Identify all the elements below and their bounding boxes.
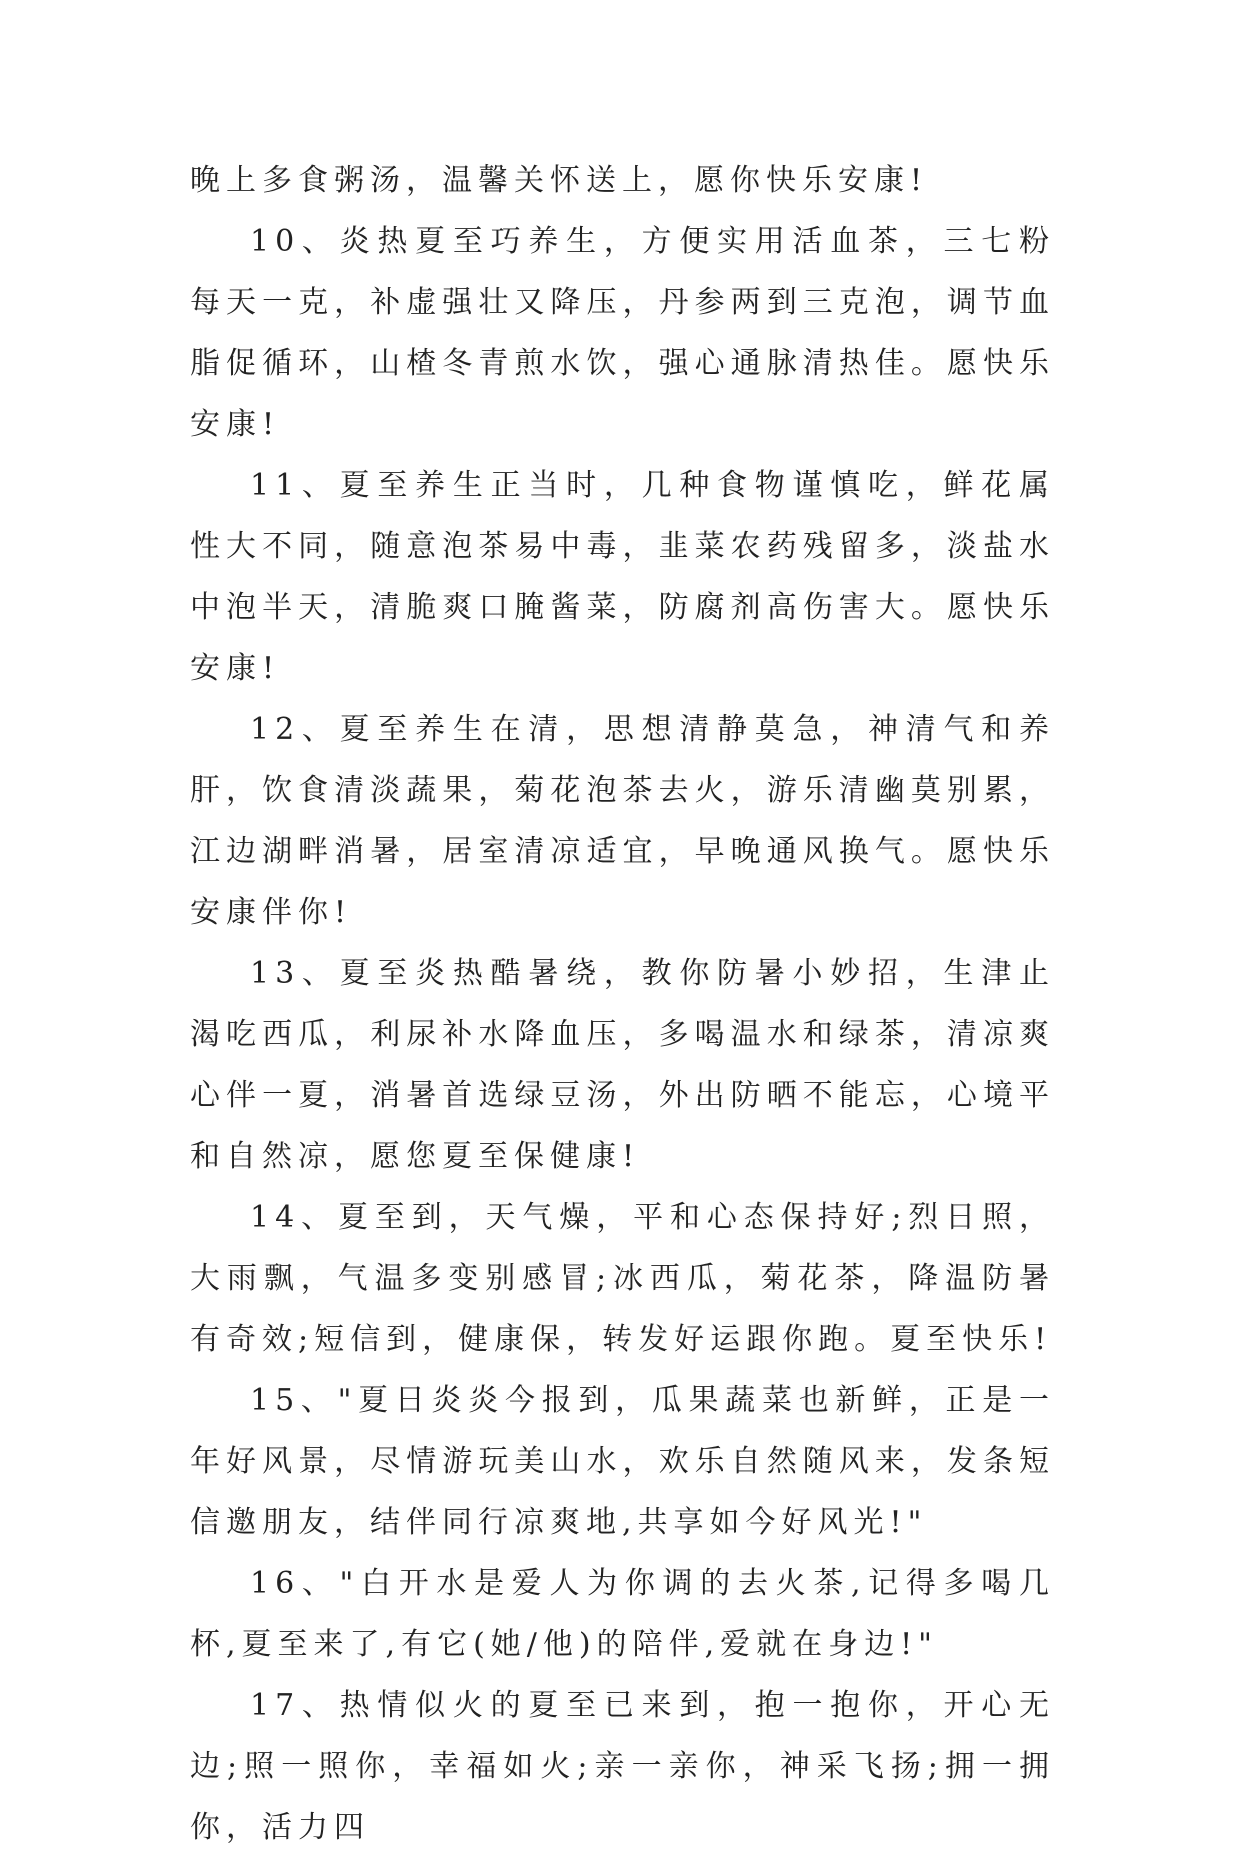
paragraph-12: 12、夏至养生在清，思想清静莫急，神清气和养肝，饮食清淡蔬果，菊花泡茶去火，游乐清幽莫别累，江边湖畔消暑，居室清凉适宜，早晚通风换气。愿快乐安康伴你! [190, 712, 1055, 930]
paragraph-continuation: 晚上多食粥汤，温馨关怀送上，愿你快乐安康! [190, 163, 929, 198]
paragraph-14: 14、夏至到，天气燥，平和心态保持好;烈日照，大雨飘，气温多变别感冒;冰西瓜，菊花茶，降温防暑有奇效;短信到，健康保，转发好运跟你跑。夏至快乐! [190, 1200, 1055, 1357]
paragraph-10: 10、炎热夏至巧养生，方便实用活血茶，三七粉每天一克，补虚强壮又降压，丹参两到三克泡，调节血脂促循环，山楂冬青煎水饮，强心通脉清热佳。愿快乐安康! [190, 224, 1055, 442]
paragraph-16: 16、"白开水是爱人为你调的去火茶,记得多喝几杯,夏至来了,有它(她/他)的陪伴,爱就在身边!" [190, 1566, 1055, 1662]
document-page [190, 150, 1055, 1858]
paragraph-15: 15、"夏日炎炎今报到，瓜果蔬菜也新鲜，正是一年好风景，尽情游玩美山水，欢乐自然随风来，发条短信邀朋友，结伴同行凉爽地,共享如今好风光!" [190, 1383, 1055, 1540]
paragraph-11: 11、夏至养生正当时，几种食物谨慎吃，鲜花属性大不同，随意泡茶易中毒，韭菜农药残留多，淡盐水中泡半天，清脆爽口腌酱菜，防腐剂高伤害大。愿快乐安康! [190, 468, 1055, 686]
paragraph-17: 17、热情似火的夏至已来到，抱一抱你，开心无边;照一照你，幸福如火;亲一亲你，神采飞扬;拥一拥你，活力四 [190, 1688, 1055, 1845]
paragraph-13: 13、夏至炎热酷暑绕，教你防暑小妙招，生津止渴吃西瓜，利尿补水降血压，多喝温水和绿茶，清凉爽心伴一夏，消暑首选绿豆汤，外出防晒不能忘，心境平和自然凉，愿您夏至保健康! [190, 956, 1055, 1174]
